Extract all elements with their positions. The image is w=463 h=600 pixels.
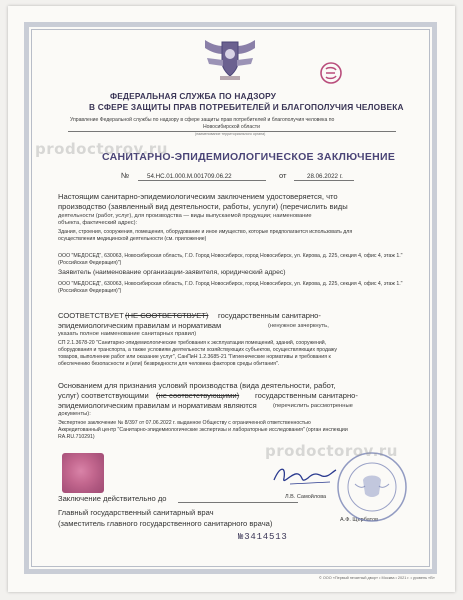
para3-line3a: эпидемиологическим правилам и нормативам являются — [58, 401, 257, 410]
watermark-bottom: prodoctorov.ru — [265, 442, 398, 460]
para3-line1: Основанием для признания условий производства (вида деятельности, работ, — [58, 381, 336, 390]
para1-line2: производство (заявленный вид деятельности, работы, услуги) (перечислить виды — [58, 202, 348, 211]
applicant-label: Заявитель (наименование организации-заявителя, юридический адрес) — [58, 269, 286, 276]
dept-caption: (наименование территориального органа) — [195, 132, 266, 136]
para2-line3: указать полное наименование санитарных правил) — [58, 331, 197, 337]
organization-address: ООО "МЕДОСЕД", 630063, Новосибирская область, Г.О. Город Новосибирск, город Новосибирск, ул. Кирова, д. 225, секция 4, офис 4, этаж 1." (Российская Федерация)") — [58, 253, 403, 266]
sanitary-rules-line3: товаров, выполнение работ или оказание услуг", СанПиН 1.2.3685-21 "Гигиенические нормативы и требования к — [58, 354, 331, 360]
noncompliance-word: (НЕ СООТВЕТСТВУЕТ) — [125, 311, 209, 320]
signer-title-line1: Главный государственный санитарный врач — [58, 508, 214, 517]
sanitary-rules-line2: оборудования и транспорта, а также условиям деятельности хозяйствующих субъектов, осуществляющих продажу — [58, 347, 337, 353]
date-prefix: от — [279, 171, 287, 180]
signer-name-1: Л.В. Самойлова — [285, 494, 327, 500]
sanitary-rules-line4: обеспечению безопасности и (или) безвредности для человека факторов среды обитания". — [58, 361, 280, 367]
printer-footer: © ООО «Первый печатный двор» • Москва • 2021 г. • уровень «В» — [319, 576, 435, 580]
basis-line3: RA.RU.710291) — [58, 434, 95, 440]
conclusion-number: 54.НС.01.000.М.001709.06.22 — [147, 173, 232, 180]
number-prefix: № — [121, 171, 130, 180]
para3-line2c: государственным санитарно- — [255, 391, 358, 400]
para1-line4: объекта, фактический адрес): — [58, 220, 138, 226]
para3-line2b: (не соответствующими) — [156, 391, 240, 400]
document-title: САНИТАРНО-ЭПИДЕМИОЛОГИЧЕСКОЕ ЗАКЛЮЧЕНИЕ — [102, 151, 396, 163]
applicant-value: ООО "МЕДОСЕД", 630063, Новосибирская область, Г.О. Город Новосибирск, город Новосибирск, ул. Кирова, д. 225, секция 4, офис 4, этаж 1." (Российская Федерация)") — [58, 281, 403, 294]
hologram-seal — [62, 453, 104, 493]
dept-name-line1: Управление Федеральной службы по надзору в сфере защиты прав потребителей и благополучия человека по — [70, 117, 335, 123]
agency-title-line2: В СФЕРЕ ЗАЩИТЫ ПРАВ ПОТРЕБИТЕЛЕЙ И БЛАГОПОЛУЧИЯ ЧЕЛОВЕКА — [89, 102, 404, 112]
para3-line4: документы): — [58, 411, 91, 417]
rospotrebnadzor-emblem-icon — [201, 38, 259, 82]
serial-number: №3414513 — [238, 532, 288, 542]
para2-line1-end: государственным санитарно- — [218, 311, 321, 320]
basis-line2: Аккредитованный центр "Санитарно-эпидемиологические экспертизы и лабораторные исследования" (орган инспекции — [58, 427, 348, 433]
para3-line2a: услуг) соответствующими — [58, 391, 149, 400]
para3-line3b: (перечислить рассмотренные — [273, 403, 353, 409]
object-detail-line1: Здания, строения, сооружения, помещения, оборудование и иное имущество, которые предполагается использовать для — [58, 229, 353, 235]
para2-line2: эпидемиологическим правилам и нормативам — [58, 321, 222, 330]
conclusion-date: 28.06.2022 г. — [307, 173, 343, 180]
dept-name-line2: Новосибирской области — [203, 124, 260, 130]
compliance-word: СООТВЕТСТВУЕТ — [58, 311, 124, 320]
signer-name-2: А.Ф. Щербатов — [340, 517, 379, 523]
para1-line1: Настоящим санитарно-эпидемиологическим заключением удостоверяется, что — [58, 192, 338, 201]
signer-title-line2: (заместитель главного государственного санитарного врача) — [58, 519, 273, 528]
para1-line3: деятельности (работ, услуг), для производства — виды выпускаемой продукции; наименование — [58, 213, 312, 219]
agency-title-line1: ФЕДЕРАЛЬНАЯ СЛУЖБА ПО НАДЗОРУ — [110, 91, 277, 101]
official-round-stamp — [335, 450, 409, 524]
watermark-top: prodoctorov.ru — [35, 140, 168, 158]
validity-label: Заключение действительно до — [58, 494, 167, 503]
object-detail-line2: осуществления медицинской деятельности (см. приложение) — [58, 236, 207, 242]
basis-line1: Экспертное заключение № 8/397 от 07.06.2022 г. выданное Обществу с ограниченной ответственностью — [58, 420, 311, 426]
sanitary-rules-line1: СП 2.1.3678-20 "Санитарно-эпидемиологические требования к эксплуатации помещений, зданий, сооружений, — [58, 340, 327, 346]
certification-mark-icon — [318, 62, 344, 84]
para2-note: (ненужное зачеркнуть, — [268, 323, 329, 329]
signature-scribble — [270, 460, 340, 490]
